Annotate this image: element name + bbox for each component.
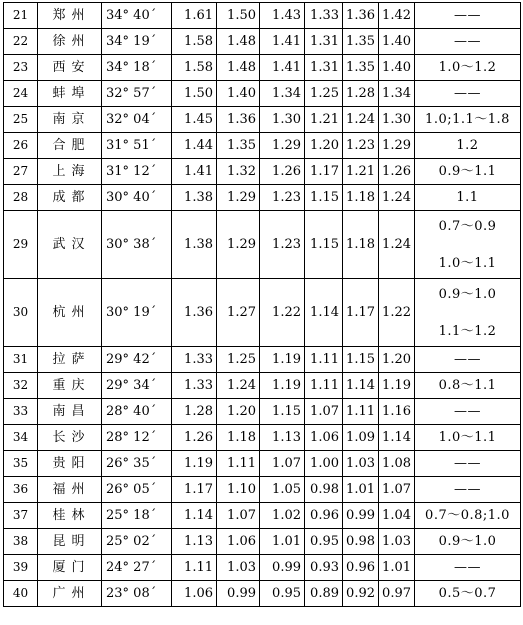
cell-v5: 1.18	[343, 211, 379, 279]
cell-v6: 0.97	[379, 581, 415, 607]
latitude-coefficient-table	[3, 2, 521, 607]
cell-lat: 32° 57´	[102, 81, 172, 107]
cell-v1: 1.11	[172, 555, 217, 581]
note-line: 1.2	[456, 138, 479, 153]
cell-v2: 1.03	[217, 555, 260, 581]
cell-v1: 1.50	[172, 81, 217, 107]
cell-v5: 1.18	[343, 185, 379, 211]
cell-v4: 1.15	[305, 211, 343, 279]
cell-v2: 1.35	[217, 133, 260, 159]
cell-note	[415, 107, 521, 133]
cell-v3: 1.22	[260, 279, 305, 347]
cell-v5: 1.35	[343, 55, 379, 81]
cell-v5: 1.11	[343, 399, 379, 425]
table-row	[4, 133, 521, 159]
cell-v4: 1.15	[305, 185, 343, 211]
cell-v4: 1.20	[305, 133, 343, 159]
cell-v6: 1.07	[379, 477, 415, 503]
cell-v1: 1.58	[172, 29, 217, 55]
cell-v4: 1.11	[305, 347, 343, 373]
cell-no: 21	[4, 3, 38, 29]
cell-lat: 32° 04´	[102, 107, 172, 133]
note-line: 1.0～1.1	[438, 255, 497, 271]
cell-no: 22	[4, 29, 38, 55]
cell-v6: 1.30	[379, 107, 415, 133]
cell-v5: 1.15	[343, 347, 379, 373]
table-body	[4, 3, 521, 607]
cell-v6: 1.42	[379, 3, 415, 29]
table-row	[4, 425, 521, 451]
cell-v1: 1.45	[172, 107, 217, 133]
table-row	[4, 81, 521, 107]
cell-v1: 1.13	[172, 529, 217, 555]
cell-v2: 1.25	[217, 347, 260, 373]
cell-city: 南京	[38, 107, 102, 133]
cell-no: 36	[4, 477, 38, 503]
cell-v4: 1.33	[305, 3, 343, 29]
cell-city: 拉萨	[38, 347, 102, 373]
cell-city: 桂林	[38, 503, 102, 529]
cell-lat: 25° 18´	[102, 503, 172, 529]
cell-lat: 23° 08´	[102, 581, 172, 607]
cell-v6: 1.40	[379, 29, 415, 55]
cell-v4: 0.93	[305, 555, 343, 581]
cell-v1: 1.38	[172, 211, 217, 279]
cell-v5: 1.09	[343, 425, 379, 451]
cell-no: 40	[4, 581, 38, 607]
cell-v3: 1.01	[260, 529, 305, 555]
cell-city: 贵阳	[38, 451, 102, 477]
cell-v6: 1.08	[379, 451, 415, 477]
cell-no: 23	[4, 55, 38, 81]
cell-v6: 1.19	[379, 373, 415, 399]
cell-v3: 1.43	[260, 3, 305, 29]
cell-lat: 28° 12´	[102, 425, 172, 451]
cell-v6: 1.29	[379, 133, 415, 159]
cell-v6: 1.22	[379, 279, 415, 347]
cell-v1: 1.14	[172, 503, 217, 529]
cell-lat: 30° 19´	[102, 279, 172, 347]
cell-v4: 1.17	[305, 159, 343, 185]
cell-note	[415, 529, 521, 555]
cell-v4: 1.07	[305, 399, 343, 425]
cell-v5: 1.21	[343, 159, 379, 185]
cell-city: 成都	[38, 185, 102, 211]
cell-v4: 1.31	[305, 29, 343, 55]
cell-v1: 1.44	[172, 133, 217, 159]
cell-v5: 1.23	[343, 133, 379, 159]
cell-v5: 1.03	[343, 451, 379, 477]
cell-v6: 1.03	[379, 529, 415, 555]
cell-city: 武汉	[38, 211, 102, 279]
cell-v6: 1.34	[379, 81, 415, 107]
cell-v1: 1.38	[172, 185, 217, 211]
cell-no: 33	[4, 399, 38, 425]
cell-lat: 29° 34´	[102, 373, 172, 399]
cell-note	[415, 133, 521, 159]
cell-city: 广州	[38, 581, 102, 607]
cell-v1: 1.58	[172, 55, 217, 81]
cell-v2: 0.99	[217, 581, 260, 607]
cell-note	[415, 347, 521, 373]
table-row	[4, 451, 521, 477]
cell-v1: 1.28	[172, 399, 217, 425]
cell-no: 30	[4, 279, 38, 347]
cell-v1: 1.26	[172, 425, 217, 451]
cell-note	[415, 477, 521, 503]
table-row	[4, 211, 521, 279]
cell-v2: 1.07	[217, 503, 260, 529]
cell-v1: 1.17	[172, 477, 217, 503]
cell-no: 38	[4, 529, 38, 555]
cell-v5: 0.98	[343, 529, 379, 555]
cell-no: 29	[4, 211, 38, 279]
table-row	[4, 373, 521, 399]
cell-v5: 1.35	[343, 29, 379, 55]
cell-lat: 25° 02´	[102, 529, 172, 555]
cell-note	[415, 425, 521, 451]
cell-v4: 1.00	[305, 451, 343, 477]
cell-v4: 1.06	[305, 425, 343, 451]
cell-v2: 1.40	[217, 81, 260, 107]
cell-note	[415, 29, 521, 55]
cell-v2: 1.29	[217, 211, 260, 279]
cell-lat: 29° 42´	[102, 347, 172, 373]
cell-v2: 1.29	[217, 185, 260, 211]
cell-v3: 1.41	[260, 55, 305, 81]
note-line: ——	[454, 8, 481, 23]
cell-v3: 1.34	[260, 81, 305, 107]
note-line: 1.0;1.1～1.8	[425, 112, 510, 127]
note-line: 0.5～0.7	[438, 586, 497, 601]
table-row	[4, 279, 521, 347]
cell-note	[415, 279, 521, 347]
note-line: ——	[454, 404, 481, 419]
cell-v3: 1.30	[260, 107, 305, 133]
table-row	[4, 185, 521, 211]
cell-no: 35	[4, 451, 38, 477]
cell-note	[415, 185, 521, 211]
cell-note	[415, 211, 521, 279]
cell-v3: 1.13	[260, 425, 305, 451]
note-line: ——	[454, 86, 481, 101]
cell-v2: 1.50	[217, 3, 260, 29]
cell-lat: 28° 40´	[102, 399, 172, 425]
table-row	[4, 503, 521, 529]
cell-v4: 0.96	[305, 503, 343, 529]
cell-lat: 34° 18´	[102, 55, 172, 81]
cell-v1: 1.61	[172, 3, 217, 29]
cell-note	[415, 159, 521, 185]
cell-city: 福州	[38, 477, 102, 503]
cell-v3: 0.95	[260, 581, 305, 607]
cell-note	[415, 581, 521, 607]
cell-v5: 1.01	[343, 477, 379, 503]
cell-v6: 1.14	[379, 425, 415, 451]
cell-v2: 1.18	[217, 425, 260, 451]
cell-v3: 1.41	[260, 29, 305, 55]
cell-no: 26	[4, 133, 38, 159]
cell-v6: 1.40	[379, 55, 415, 81]
cell-lat: 34° 19´	[102, 29, 172, 55]
cell-city: 郑州	[38, 3, 102, 29]
note-line: ——	[454, 560, 481, 575]
note-line: 0.9～1.0	[438, 286, 497, 302]
cell-v2: 1.11	[217, 451, 260, 477]
cell-v2: 1.36	[217, 107, 260, 133]
cell-note	[415, 3, 521, 29]
table-row	[4, 55, 521, 81]
cell-v1: 1.33	[172, 347, 217, 373]
cell-v6: 1.16	[379, 399, 415, 425]
table-row	[4, 477, 521, 503]
cell-lat: 30° 38´	[102, 211, 172, 279]
note-line: 1.1	[456, 190, 479, 205]
note-line: ——	[454, 456, 481, 471]
cell-v3: 1.26	[260, 159, 305, 185]
cell-v2: 1.10	[217, 477, 260, 503]
cell-v2: 1.48	[217, 55, 260, 81]
cell-v6: 1.04	[379, 503, 415, 529]
note-line: 0.7～0.9	[438, 218, 497, 234]
cell-v3: 0.99	[260, 555, 305, 581]
cell-city: 西安	[38, 55, 102, 81]
cell-no: 32	[4, 373, 38, 399]
cell-v5: 1.14	[343, 373, 379, 399]
cell-note	[415, 555, 521, 581]
cell-v4: 1.31	[305, 55, 343, 81]
table-row	[4, 107, 521, 133]
cell-city: 厦门	[38, 555, 102, 581]
note-line: 0.8～1.1	[438, 378, 497, 393]
cell-v2: 1.32	[217, 159, 260, 185]
cell-city: 徐州	[38, 29, 102, 55]
note-line: 0.9～1.1	[438, 164, 497, 179]
cell-v3: 1.23	[260, 185, 305, 211]
cell-v5: 1.36	[343, 3, 379, 29]
cell-v1: 1.19	[172, 451, 217, 477]
table-row	[4, 581, 521, 607]
cell-v6: 1.24	[379, 185, 415, 211]
table-row	[4, 347, 521, 373]
cell-city: 南昌	[38, 399, 102, 425]
cell-v2: 1.27	[217, 279, 260, 347]
cell-city: 昆明	[38, 529, 102, 555]
cell-v2: 1.20	[217, 399, 260, 425]
cell-v5: 1.17	[343, 279, 379, 347]
cell-v5: 0.99	[343, 503, 379, 529]
cell-v2: 1.06	[217, 529, 260, 555]
cell-no: 25	[4, 107, 38, 133]
cell-v5: 0.92	[343, 581, 379, 607]
note-line: 1.1～1.2	[438, 323, 497, 339]
cell-v3: 1.19	[260, 347, 305, 373]
cell-city: 合肥	[38, 133, 102, 159]
note-line: ——	[454, 482, 481, 497]
cell-v3: 1.29	[260, 133, 305, 159]
cell-no: 37	[4, 503, 38, 529]
cell-lat: 34° 40´	[102, 3, 172, 29]
cell-v1: 1.41	[172, 159, 217, 185]
cell-lat: 26° 05´	[102, 477, 172, 503]
cell-v4: 1.21	[305, 107, 343, 133]
cell-no: 28	[4, 185, 38, 211]
table-row	[4, 159, 521, 185]
cell-v1: 1.06	[172, 581, 217, 607]
cell-v4: 1.11	[305, 373, 343, 399]
note-line: 0.7～0.8;1.0	[425, 508, 510, 523]
cell-lat: 26° 35´	[102, 451, 172, 477]
cell-v6: 1.01	[379, 555, 415, 581]
cell-no: 24	[4, 81, 38, 107]
note-line: ——	[454, 34, 481, 49]
cell-city: 蚌埠	[38, 81, 102, 107]
cell-note	[415, 399, 521, 425]
cell-lat: 24° 27´	[102, 555, 172, 581]
cell-v6: 1.24	[379, 211, 415, 279]
cell-no: 39	[4, 555, 38, 581]
cell-lat: 30° 40´	[102, 185, 172, 211]
cell-city: 长沙	[38, 425, 102, 451]
cell-v5: 0.96	[343, 555, 379, 581]
cell-lat: 31° 12´	[102, 159, 172, 185]
cell-v3: 1.23	[260, 211, 305, 279]
cell-v2: 1.48	[217, 29, 260, 55]
cell-v3: 1.15	[260, 399, 305, 425]
cell-city: 杭州	[38, 279, 102, 347]
cell-v4: 1.14	[305, 279, 343, 347]
cell-v1: 1.33	[172, 373, 217, 399]
cell-v2: 1.24	[217, 373, 260, 399]
cell-v4: 0.98	[305, 477, 343, 503]
cell-v3: 1.19	[260, 373, 305, 399]
cell-v4: 0.89	[305, 581, 343, 607]
table-row	[4, 3, 521, 29]
cell-v5: 1.28	[343, 81, 379, 107]
note-line: 1.0～1.1	[438, 430, 497, 445]
cell-v1: 1.36	[172, 279, 217, 347]
cell-v4: 0.95	[305, 529, 343, 555]
table-row	[4, 399, 521, 425]
cell-v6: 1.26	[379, 159, 415, 185]
table-row	[4, 529, 521, 555]
note-line: 1.0～1.2	[438, 60, 497, 75]
cell-city: 上海	[38, 159, 102, 185]
table-row	[4, 555, 521, 581]
cell-no: 34	[4, 425, 38, 451]
cell-note	[415, 451, 521, 477]
cell-no: 27	[4, 159, 38, 185]
cell-v5: 1.24	[343, 107, 379, 133]
cell-v3: 1.05	[260, 477, 305, 503]
note-line: 0.9～1.0	[438, 534, 497, 549]
cell-note	[415, 503, 521, 529]
cell-note	[415, 81, 521, 107]
cell-note	[415, 55, 521, 81]
cell-v4: 1.25	[305, 81, 343, 107]
cell-v3: 1.02	[260, 503, 305, 529]
cell-city: 重庆	[38, 373, 102, 399]
cell-v6: 1.20	[379, 347, 415, 373]
cell-note	[415, 373, 521, 399]
cell-lat: 31° 51´	[102, 133, 172, 159]
note-line: ——	[454, 352, 481, 367]
cell-no: 31	[4, 347, 38, 373]
cell-v3: 1.07	[260, 451, 305, 477]
table-row	[4, 29, 521, 55]
